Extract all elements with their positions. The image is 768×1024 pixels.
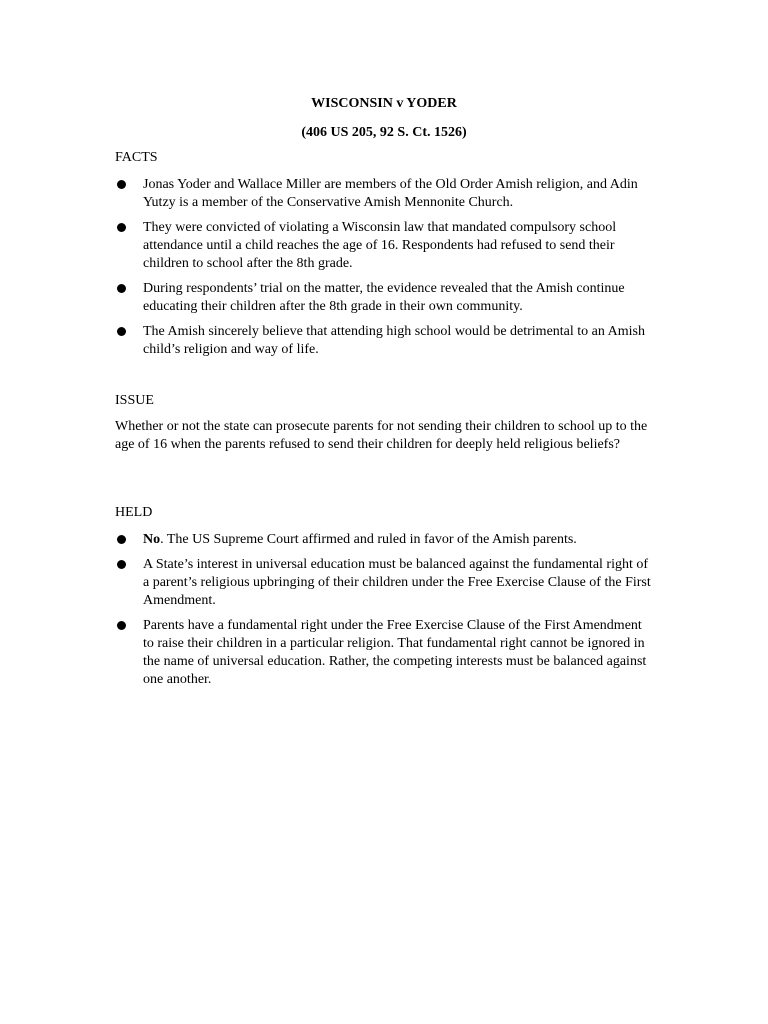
bullet-icon [117, 327, 126, 336]
held-text: . The US Supreme Court affirmed and ruled in favor of the Amish parents. [160, 532, 577, 547]
issue-heading: ISSUE [115, 393, 154, 408]
case-citation: (406 US 205, 92 S. Ct. 1526) [301, 125, 467, 140]
issue-text: Whether or not the state can prosecute parents for not sending their children to school up to the age of 16 when the parents refused to send their children for deeply held religious beliefs? [115, 419, 648, 452]
fact-text: They were convicted of violating a Wisconsin law that mandated compulsory school attendance until a child reaches the age of 16. Respondents had refused to send their children to school after the 8th grade. [143, 220, 617, 271]
list-item [115, 531, 655, 549]
list-item [115, 323, 655, 359]
bullet-icon [117, 621, 126, 630]
facts-heading: FACTS [115, 150, 158, 165]
case-title: WISCONSIN v YODER [311, 96, 457, 111]
held-answer: No [143, 532, 161, 547]
facts-list [115, 176, 655, 366]
held-text: A State’s interest in universal education must be balanced against the fundamental right of a parent’s religious upbringing of their children under the Free Exercise Clause of the First Amendment. [143, 557, 651, 608]
held-text: Parents have a fundamental right under the Free Exercise Clause of the First Amendment to raise their children in a particular religion. That fundamental right cannot be ignored in the name of universal education. Rather, the competing interests must be balanced against one another. [143, 618, 647, 687]
fact-text: During respondents’ trial on the matter, the evidence revealed that the Amish continue educating their children after the 8th grade in their own community. [143, 281, 625, 314]
fact-text: The Amish sincerely believe that attending high school would be detrimental to an Amish child’s religion and way of life. [143, 324, 645, 357]
list-item [115, 219, 655, 273]
bullet-icon [117, 223, 126, 232]
list-item [115, 280, 655, 316]
held-list [115, 531, 655, 696]
bullet-icon [117, 535, 126, 544]
bullet-icon [117, 284, 126, 293]
bullet-icon [117, 560, 126, 569]
held-heading: HELD [115, 505, 153, 520]
bullet-icon [117, 180, 126, 189]
list-item [115, 176, 655, 212]
list-item [115, 556, 655, 610]
list-item [115, 617, 655, 689]
fact-text: Jonas Yoder and Wallace Miller are members of the Old Order Amish religion, and Adin Yutzy is a member of the Conservative Amish Mennonite Church. [143, 177, 638, 210]
